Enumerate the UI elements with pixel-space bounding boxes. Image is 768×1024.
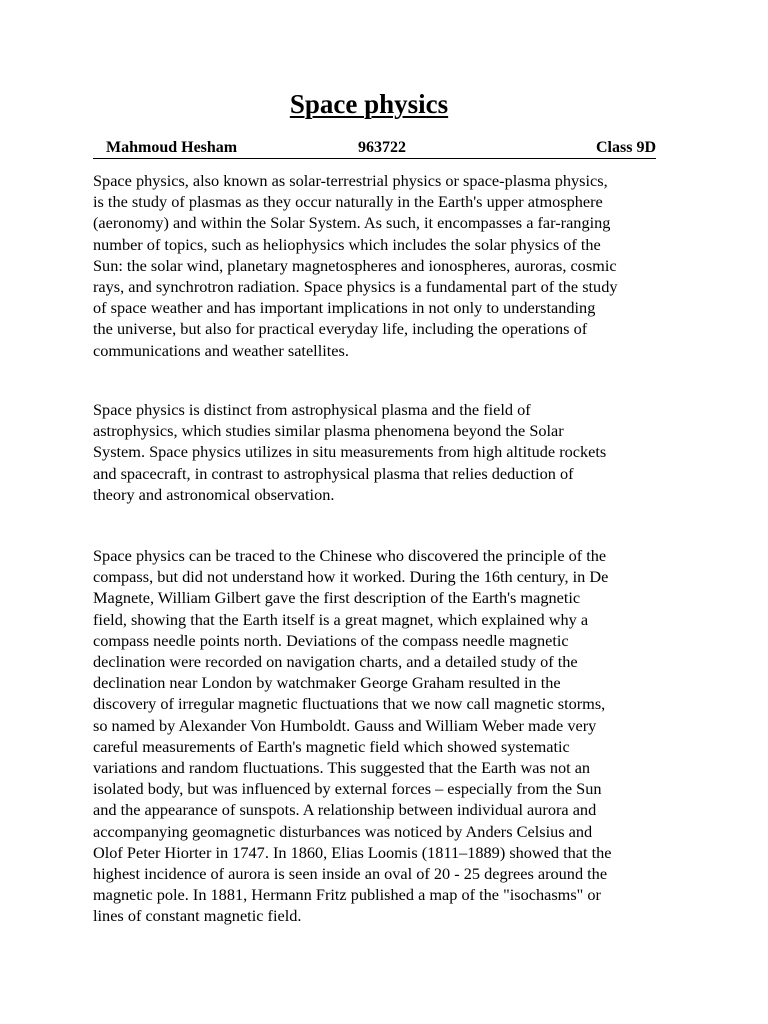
paragraph-line: careful measurements of Earth's magnetic field which showed systematic (93, 736, 570, 756)
paragraph-line: Space physics is distinct from astrophysical plasma and the field of (93, 400, 531, 419)
paragraph-line: Magnete, William Gilbert gave the first description of the Earth's magnetic (93, 588, 581, 608)
paragraph-line: and spacecraft, in contrast to astrophysical plasma that relies deduction of (93, 463, 574, 483)
paragraph-line: declination near London by watchmaker George Graham resulted in the (93, 673, 561, 693)
paragraph (93, 545, 680, 927)
paragraph-line: declination were recorded on navigation charts, and a detailed study of the (93, 652, 578, 672)
paragraph-line: (aeronomy) and within the Solar System. As such, it encompasses a far-ranging (93, 213, 611, 233)
paragraph-line: isolated body, but was influenced by external forces – especially from the Sun (93, 779, 602, 799)
paragraph-line: System. Space physics utilizes in situ measurements from high altitude rockets (93, 442, 607, 462)
paragraph-line: and the appearance of sunspots. A relationship between individual aurora and (93, 800, 597, 820)
paragraph-line: the universe, but also for practical everyday life, including the operations of (93, 319, 588, 339)
paragraph (93, 399, 680, 505)
paragraph-line: Space physics, also known as solar-terrestrial physics or space-plasma physics, (93, 171, 608, 190)
paragraph-line: so named by Alexander Von Humboldt. Gauss and William Weber made very (93, 715, 597, 735)
paragraph-line: accompanying geomagnetic disturbances was noticed by Anders Celsius and (93, 821, 593, 841)
paragraph-line: highest incidence of aurora is seen inside an oval of 20 - 25 degrees around the (93, 864, 608, 884)
paragraph-line: compass, but did not understand how it worked. During the 16th century, in De (93, 567, 609, 587)
paragraph-line: lines of constant magnetic field. (93, 906, 302, 926)
paragraph-line: field, showing that the Earth itself is a great magnet, which explained why a (93, 609, 589, 629)
paragraph-line: discovery of irregular magnetic fluctuations that we now call magnetic storms, (93, 694, 606, 714)
paragraph-line: is the study of plasmas as they occur naturally in the Earth's upper atmosphere (93, 192, 603, 212)
author-name: Mahmoud Hesham (106, 139, 238, 156)
paragraph-line: astrophysics, which studies similar plasma phenomena beyond the Solar (93, 421, 564, 441)
paragraph-line: rays, and synchrotron radiation. Space physics is a fundamental part of the study (93, 277, 618, 297)
paragraph-line: Space physics can be traced to the Chinese who discovered the principle of the (93, 546, 607, 565)
paragraph-line: variations and random fluctuations. This suggested that the Earth was not an (93, 758, 591, 778)
paragraph (93, 170, 680, 361)
paragraph-line: magnetic pole. In 1881, Hermann Fritz published a map of the "isochasms" or (93, 885, 601, 905)
paragraph-line: theory and astronomical observation. (93, 484, 335, 504)
paragraph-line: number of topics, such as heliophysics which includes the solar physics of the (93, 234, 601, 254)
document-title: Space physics (289, 89, 449, 119)
paragraph-line: Sun: the solar wind, planetary magnetospheres and ionospheres, auroras, cosmic (93, 255, 617, 275)
paragraph-line: of space weather and has important implications in not only to understanding (93, 298, 596, 318)
paragraph-line: communications and weather satellites. (93, 340, 349, 360)
paragraph-line: compass needle points north. Deviations of the compass needle magnetic (93, 630, 569, 650)
author-id: 963722 (358, 139, 406, 156)
paragraph-line: Olof Peter Hiorter in 1747. In 1860, Elias Loomis (1811–1889) showed that the (93, 842, 612, 862)
author-info-line (93, 138, 656, 159)
author-class: Class 9D (595, 139, 656, 156)
